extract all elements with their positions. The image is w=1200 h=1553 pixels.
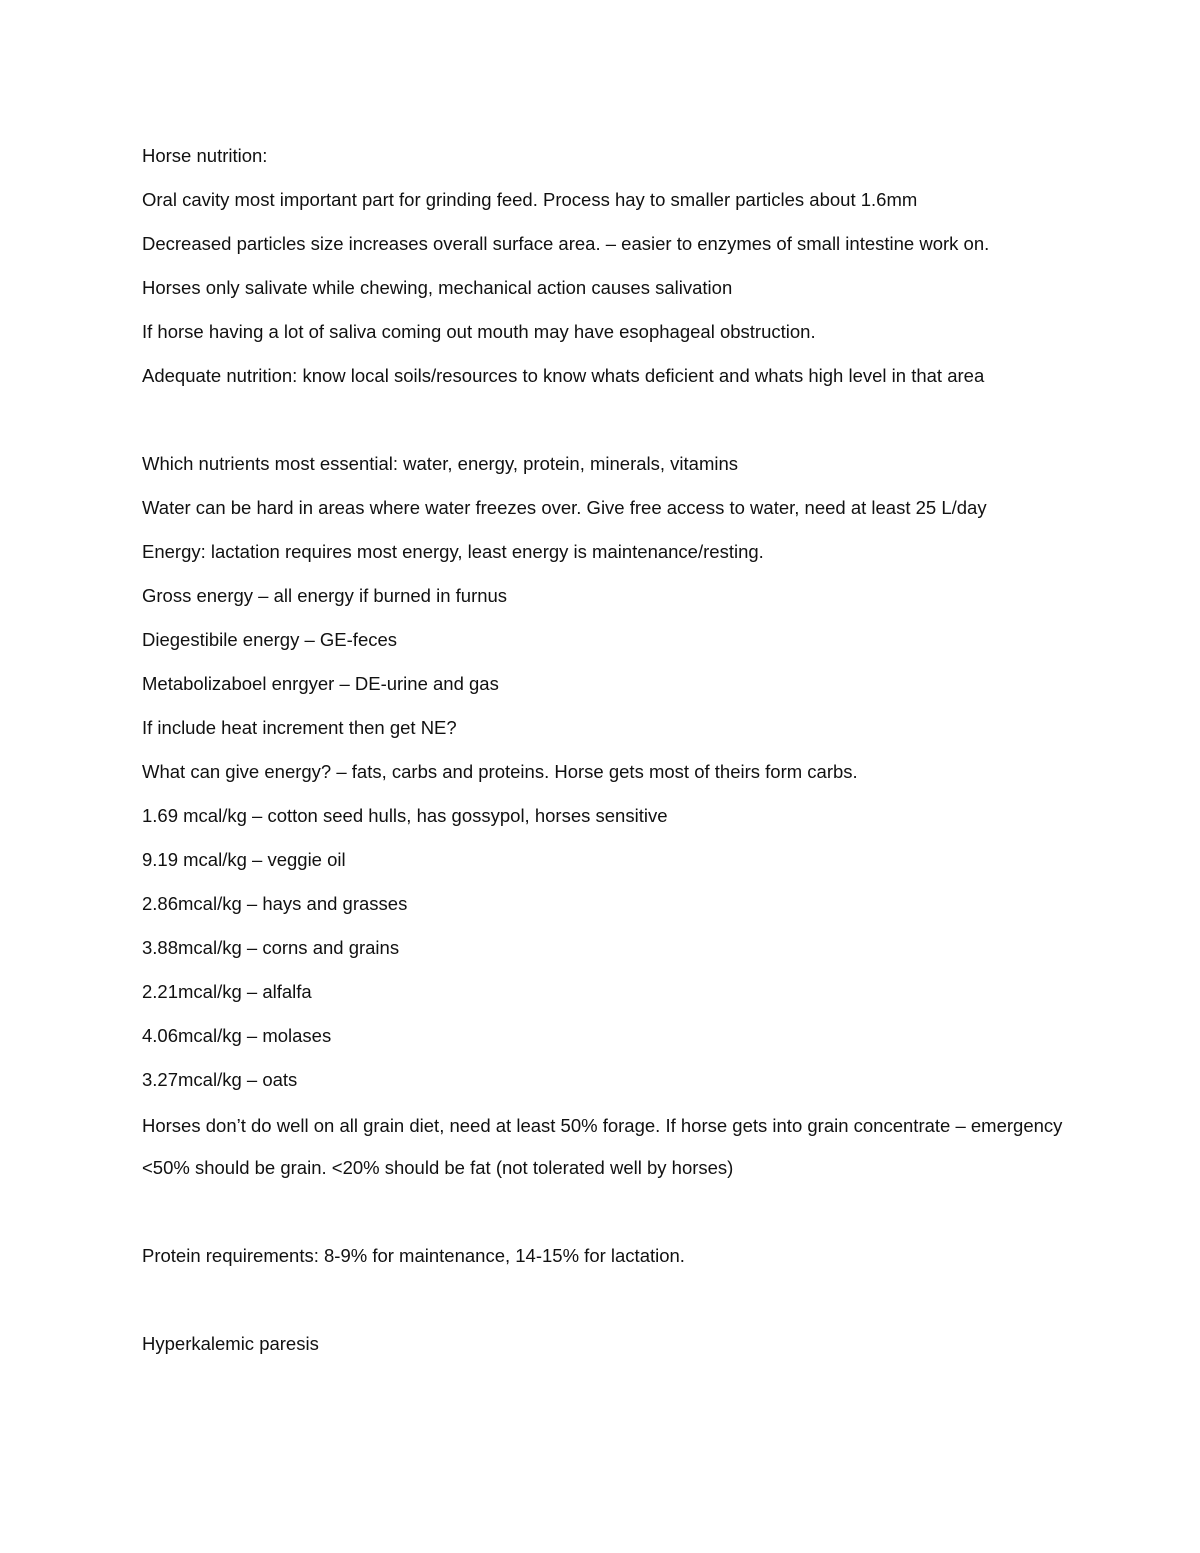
- paragraph-gross-energy: Gross energy – all energy if burned in furnus: [142, 585, 508, 606]
- paragraph-energy-sources: What can give energy? – fats, carbs and proteins. Horse gets most of theirs form carbs.: [142, 761, 858, 782]
- heading-horse-nutrition: Horse nutrition:: [142, 145, 268, 166]
- paragraph-particle-size: Decreased particles size increases overall surface area. – easier to enzymes of small intestine work on.: [142, 233, 990, 254]
- heading-hyperkalemic-paresis: Hyperkalemic paresis: [142, 1333, 319, 1354]
- paragraph-water: Water can be hard in areas where water freezes over. Give free access to water, need at least 25 L/day: [142, 497, 987, 518]
- list-item-oats: 3.27mcal/kg – oats: [142, 1069, 298, 1090]
- document-body: [142, 143, 1072, 1375]
- paragraph-salivation: Horses only salivate while chewing, mechanical action causes salivation: [142, 277, 733, 298]
- paragraph-oral-cavity: Oral cavity most important part for grinding feed. Process hay to smaller particles about 1.6mm: [142, 189, 918, 210]
- list-item-hays-grasses: 2.86mcal/kg – hays and grasses: [142, 893, 408, 914]
- paragraph-protein-requirements: Protein requirements: 8-9% for maintenance, 14-15% for lactation.: [142, 1245, 685, 1266]
- list-item-cotton-seed-hulls: 1.69 mcal/kg – cotton seed hulls, has gossypol, horses sensitive: [142, 805, 668, 826]
- list-item-veggie-oil: 9.19 mcal/kg – veggie oil: [142, 849, 346, 870]
- list-item-alfalfa: 2.21mcal/kg – alfalfa: [142, 981, 312, 1002]
- blank-line: [142, 407, 1072, 451]
- blank-line: [142, 1199, 1072, 1243]
- paragraph-metabolizable-energy: Metabolizaboel enrgyer – DE-urine and gas: [142, 673, 499, 694]
- paragraph-grain-fat-limits: <50% should be grain. <20% should be fat (not tolerated well by horses): [142, 1157, 734, 1178]
- list-item-molases: 4.06mcal/kg – molases: [142, 1025, 332, 1046]
- list-item-corns-grains: 3.88mcal/kg – corns and grains: [142, 937, 400, 958]
- paragraph-essential-nutrients: Which nutrients most essential: water, energy, protein, minerals, vitamins: [142, 453, 739, 474]
- blank-line: [142, 1287, 1072, 1331]
- paragraph-grain-diet: Horses don’t do well on all grain diet, need at least 50% forage. If horse gets into grain concentrate – emergency: [142, 1115, 1063, 1136]
- paragraph-energy: Energy: lactation requires most energy, least energy is maintenance/resting.: [142, 541, 764, 562]
- paragraph-heat-increment: If include heat increment then get NE?: [142, 717, 457, 738]
- paragraph-digestible-energy: Diegestibile energy – GE-feces: [142, 629, 398, 650]
- paragraph-adequate-nutrition: Adequate nutrition: know local soils/resources to know whats deficient and whats high level in that area: [142, 365, 985, 386]
- paragraph-esophageal-obstruction: If horse having a lot of saliva coming out mouth may have esophageal obstruction.: [142, 321, 816, 342]
